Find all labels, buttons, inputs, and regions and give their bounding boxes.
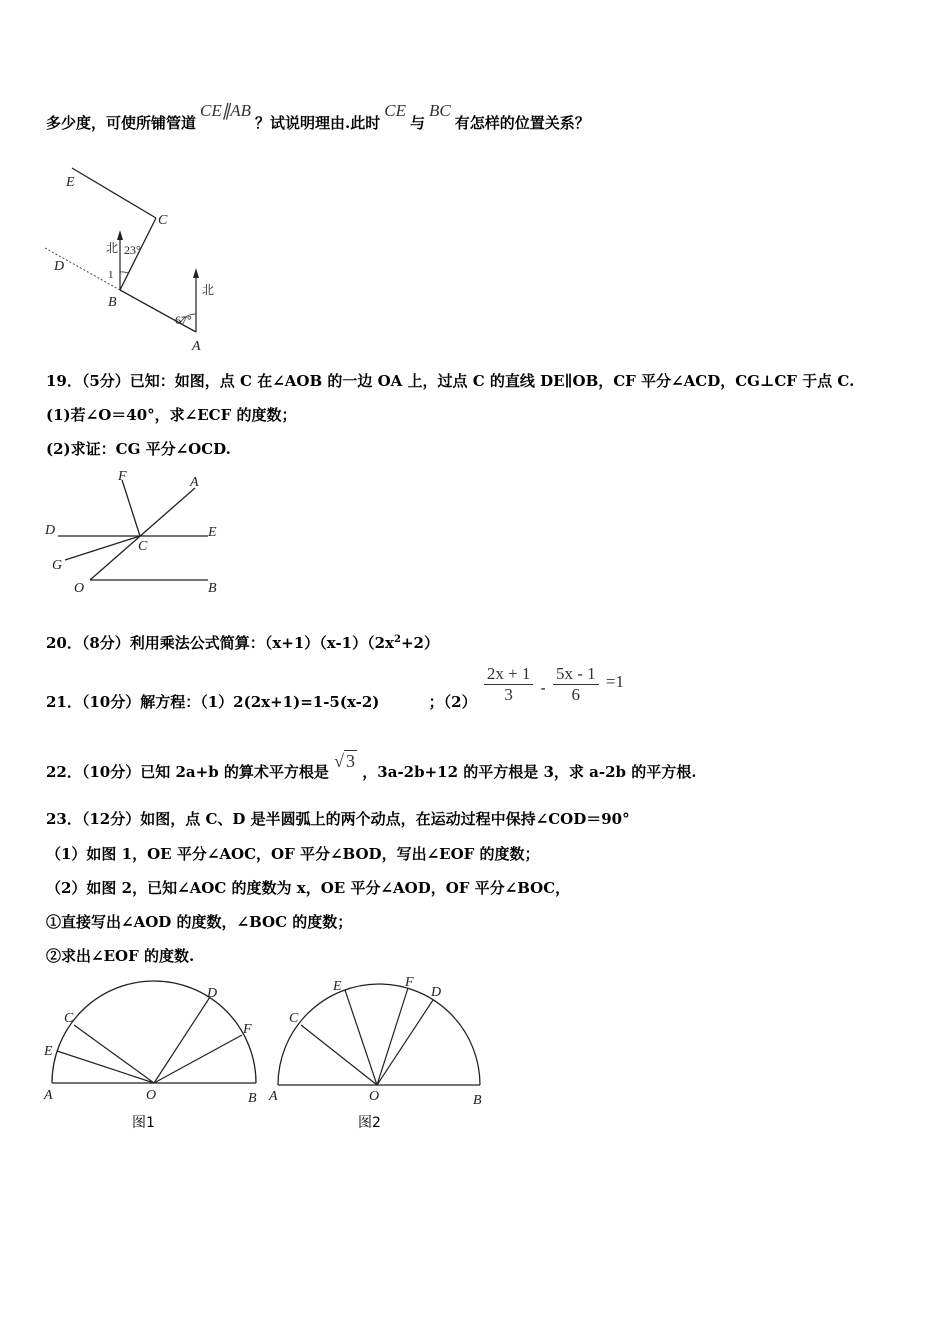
line-ec: [72, 168, 156, 218]
q19-head: 19．（5分）已知：如图，点 C 在∠AOB 的一边 OA 上，过点 C 的直线 DE∥OB，CF 平分∠ACD，CG⊥CF 于点 C.: [46, 372, 855, 390]
q20-tail: +2）: [400, 634, 439, 652]
q18-figure: [40, 160, 240, 355]
semicircle-arc: [52, 981, 256, 1083]
label-b: B: [208, 581, 217, 596]
label-b: B: [473, 1093, 482, 1108]
label-c: C: [289, 1011, 299, 1026]
q23-head: 23．（12分）如图，点 C、D 是半圆弧上的两个动点，在运动过程中保持∠COD＝90°: [46, 810, 630, 828]
q18-expr-ce: CE: [384, 101, 406, 120]
ray-oc: [301, 1025, 377, 1085]
q19-part2: (2)求证：CG 平分∠OCD.: [46, 440, 231, 458]
semicircle-arc: [278, 984, 480, 1085]
q22-sqrt-radicand: 3: [346, 751, 356, 771]
q22-text-b: ，3a-2b+12 的平方根是 3，求 a-2b 的平方根.: [362, 763, 697, 781]
q19-figure: [40, 468, 240, 603]
north-arrowhead-a: [193, 268, 199, 278]
label-o: O: [369, 1089, 380, 1104]
q18-text-d: 有怎样的位置关系？: [454, 114, 590, 132]
label-e: E: [208, 525, 217, 540]
q18-expr-ce-parallel-ab: CE∥AB: [200, 101, 252, 120]
label-b: B: [108, 295, 117, 310]
label-d: D: [207, 986, 218, 1001]
q23-figure-1: [40, 975, 270, 1105]
q21-frac2-num: 5x - 1: [553, 664, 599, 685]
q22-text-a: 22．（10分）已知 2a+b 的算术平方根是: [46, 763, 329, 781]
q21-frac2-den: 6: [571, 685, 581, 704]
north-arrowhead-b: [117, 230, 123, 240]
label-g: G: [52, 558, 63, 573]
q21-eq: =1: [605, 671, 624, 691]
q19-part1: (1)若∠O＝40°，求∠ECF 的度数；: [46, 406, 297, 424]
label-e: E: [44, 1044, 53, 1059]
figure-1-caption: 图1: [132, 1115, 155, 1131]
q21-minus: -: [540, 678, 546, 697]
line-cf: [122, 480, 140, 536]
q22: [46, 751, 697, 782]
q22-sqrt: √ 3: [334, 751, 356, 771]
label-o: O: [74, 581, 85, 596]
q18-expr-bc: BC: [429, 101, 451, 120]
label-c: C: [138, 539, 148, 554]
label-e: E: [333, 979, 342, 994]
label-a: A: [190, 475, 199, 490]
label-f: F: [243, 1022, 252, 1037]
line-oa: [90, 488, 195, 580]
label-a: A: [44, 1088, 53, 1103]
q18-text-b: ？试说明理由.此时: [255, 114, 381, 132]
label-c: C: [158, 213, 168, 228]
ray-oc: [74, 1025, 154, 1083]
q21-frac2: [553, 664, 599, 705]
label-d: D: [431, 985, 442, 1000]
q23-part3: ①直接写出∠AOD 的度数，∠BOC 的度数；: [46, 913, 353, 931]
q23-figure-2: [265, 970, 495, 1110]
label-north-b: 北: [106, 241, 119, 255]
label-a: A: [192, 339, 201, 354]
ray-od: [154, 997, 210, 1083]
label-d: D: [54, 259, 65, 274]
label-67-deg: 67°: [175, 313, 192, 327]
label-a: A: [269, 1089, 278, 1104]
ray-oe: [345, 990, 377, 1085]
q21-frac1-den: 3: [504, 685, 513, 704]
figure-2-caption: 图2: [358, 1115, 381, 1131]
q21-part2: ；（2）: [428, 692, 477, 711]
label-e: E: [66, 175, 75, 190]
label-north-a: 北: [202, 283, 215, 297]
q18-text: [46, 101, 590, 133]
ray-od: [377, 1000, 433, 1085]
label-23-deg: 23°: [124, 243, 141, 257]
label-angle-1: 1: [108, 269, 114, 281]
label-d: D: [45, 523, 56, 538]
ray-oe: [57, 1051, 154, 1083]
q18-text-c: 与: [409, 114, 425, 132]
label-f: F: [118, 469, 127, 484]
q23-part2: （2）如图 2，已知∠AOC 的度数为 x，OE 平分∠AOD，OF 平分∠BOC，: [46, 879, 571, 897]
q21-frac1: [484, 664, 534, 705]
q21: [46, 664, 624, 711]
q20-superscript: 2: [393, 634, 401, 645]
label-c: C: [64, 1011, 74, 1026]
line-cg: [65, 536, 140, 560]
ray-of: [377, 988, 408, 1085]
label-b: B: [248, 1091, 257, 1105]
q18-text-a: 多少度，可使所铺管道: [46, 114, 197, 132]
label-f: F: [405, 975, 414, 990]
q20-text: 20．（8分）利用乘法公式简算：（x+1）（x-1）（2x: [46, 634, 394, 652]
q21-frac1-num: 2x + 1: [484, 664, 534, 685]
label-o: O: [146, 1088, 157, 1103]
q23-part4: ②求出∠EOF 的度数.: [46, 947, 195, 965]
q20: [46, 632, 439, 653]
q21-label: 21．（10分）解方程：（1）2(2x+1)=1-5(x-2): [46, 692, 380, 711]
q23-part1: （1）如图 1，OE 平分∠AOC，OF 平分∠BOD，写出∠EOF 的度数；: [46, 845, 540, 863]
ray-of: [154, 1035, 242, 1083]
